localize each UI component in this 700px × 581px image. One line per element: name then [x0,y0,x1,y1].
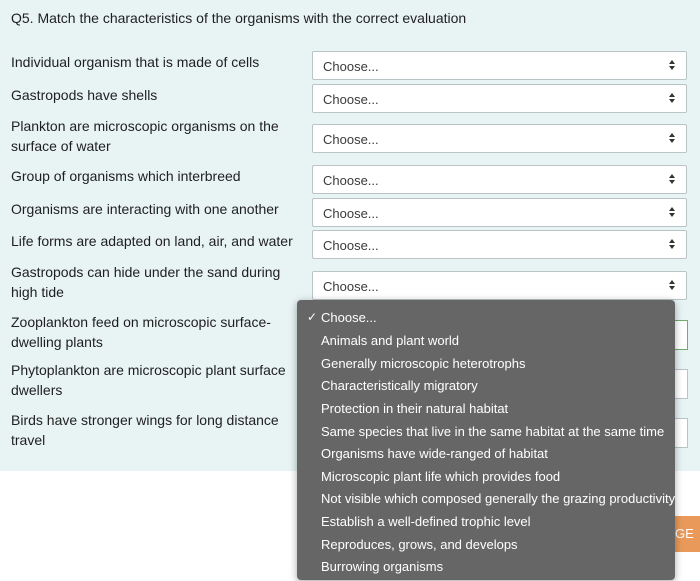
select-row-4[interactable] [312,165,687,194]
dropdown-menu[interactable] [297,300,675,580]
select-row-3[interactable] [312,124,687,153]
select-value: Choose... [323,92,379,107]
dropdown-option[interactable]: Choose... [321,310,377,325]
select-value: Choose... [323,206,379,221]
dropdown-option[interactable]: Establish a well-defined trophic level [321,514,531,529]
select-arrows-icon [667,205,677,219]
dropdown-option[interactable]: Microscopic plant life which provides food [321,469,561,484]
select-row-1[interactable] [312,51,687,80]
dropdown-option[interactable]: Reproduces, grows, and develops [321,537,518,552]
row-label-3: Plankton are microscopic organisms on the surface of water [11,118,279,154]
select-row-5[interactable] [312,198,687,227]
select-arrows-icon [667,91,677,105]
next-page-button-label: GE [675,526,694,541]
select-row-6[interactable] [312,230,687,259]
dropdown-option[interactable]: Generally microscopic heterotrophs [321,356,526,371]
checkmark-icon: ✓ [307,310,318,324]
row-label-4: Group of organisms which interbreed [11,168,241,184]
select-arrows-icon [667,58,677,72]
row-label-5: Organisms are interacting with one another [11,201,279,217]
dropdown-option[interactable]: Characteristically migratory [321,378,478,393]
select-arrows-icon [667,131,677,145]
dropdown-option[interactable]: Organisms have wide-ranged of habitat [321,446,548,461]
select-value: Choose... [323,238,379,253]
dropdown-option[interactable]: Animals and plant world [321,333,460,348]
select-arrows-icon [667,278,677,292]
select-arrows-icon [667,237,677,251]
row-label-9: Phytoplankton are microscopic plant surface dwellers [11,362,286,398]
select-value: Choose... [323,59,379,74]
select-row-2[interactable] [312,84,687,113]
select-row-7[interactable] [312,271,687,300]
dropdown-option[interactable]: Burrowing organisms [321,559,444,574]
row-label-6: Life forms are adapted on land, air, and water [11,233,293,249]
row-label-2: Gastropods have shells [11,87,158,103]
row-label-10: Birds have stronger wings for long distance travel [11,412,279,448]
dropdown-option[interactable]: Same species that live in the same habitat at the same time [321,424,665,439]
select-value: Choose... [323,173,379,188]
dropdown-option[interactable]: Protection in their natural habitat [321,401,509,416]
row-label-8: Zooplankton feed on microscopic surface-dwelling plants [11,314,271,350]
dropdown-option[interactable]: Not visible which composed generally the grazing productivity [321,491,675,506]
select-value: Choose... [323,132,379,147]
select-value: Choose... [323,279,379,294]
row-label-1: Individual organism that is made of cells [11,54,260,70]
question-title: Q5. Match the characteristics of the organisms with the correct evaluation [11,10,467,26]
select-arrows-icon [667,172,677,186]
row-label-7: Gastropods can hide under the sand during high tide [11,264,281,300]
